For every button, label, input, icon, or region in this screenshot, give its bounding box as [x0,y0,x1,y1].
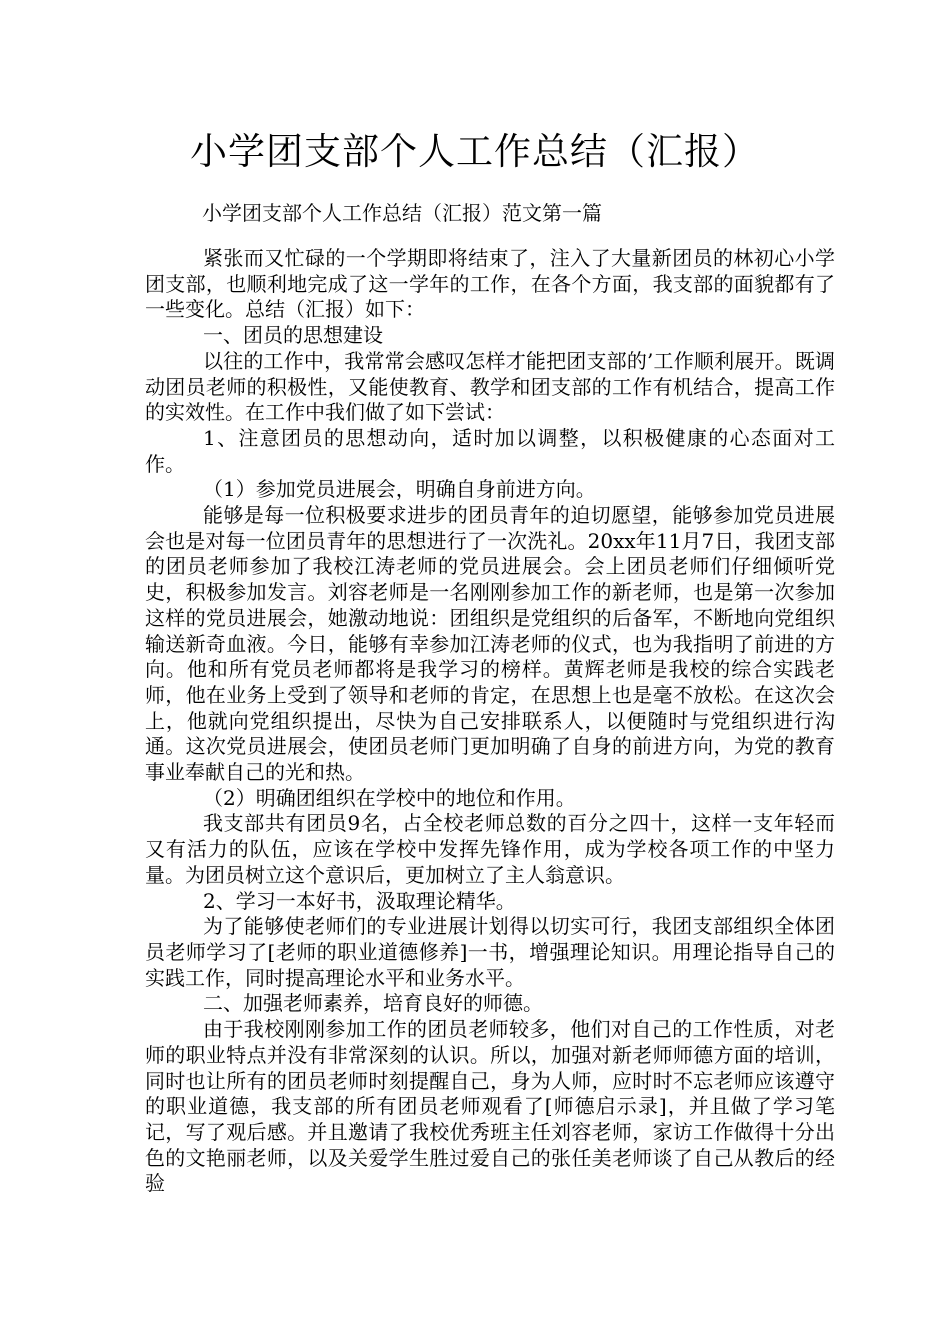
document-subtitle: 小学团支部个人工作总结（汇报）范文第一篇 [202,201,602,225]
paragraph: 以往的工作中，我常常会感叹怎样才能把团支部的’工作顺利展开。既调动团员老师的积极性，又能使教育、教学和团支部的工作有机结合，提高工作的实效性。在工作中我们做了如下尝试： [145,348,835,425]
section-heading-2: 二、加强老师素养，培育良好的师德。 [203,991,543,1016]
document-body [145,246,835,1197]
paragraph: 为了能够使老师们的专业进展计划得以切实可行，我团支部组织全体团员老师学习了[老师的职业道德修养]一书，增强理论知识。用理论指导自己的实践工作，同时提高理论水平和业务水平。 [145,914,835,990]
subsection-heading: 1、注意团员的思想动向，适时加以调整，以积极健康的心态面对工作。 [145,425,835,476]
paragraph: 我支部共有团员9名，占全校老师总数的百分之四十，这样一支年轻而又有活力的队伍，应该在学校中发挥先锋作用，成为学校各项工作的中坚力量。为团员树立这个意识后，更加树立了主人翁意识。 [145,811,835,887]
paragraph-intro: 紧张而又忙碌的一个学期即将结束了，注入了大量新团员的林初心小学团支部，也顺利地完成了这一学年的工作，在各个方面，我支部的面貌都有了一些变化。总结（汇报）如下： [145,246,835,322]
item-heading: （1）参加党员进展会，明确自身前进方向。 [203,477,596,502]
paragraph: 由于我校刚刚参加工作的团员老师较多，他们对自己的工作性质，对老师的职业特点并没有非常深刻的认识。所以，加强对新老师师德方面的培训，同时也让所有的团员老师时刻提醒自己，身为人师，应时时不忘老师应该遵守的职业道德，我支部的所有团员老师观看了[师德启示录]，并且做了学习笔记，写了观后感。并且邀请了我校优秀班主任刘容老师，家访工作做得十分出色的文艳丽老师，以及关爱学生胜过爱自己的张任美老师谈了自己从教后的经验 [145,1017,835,1196]
paragraph: 能够是每一位积极要求进步的团员青年的迫切愿望，能够参加党员进展会也是对每一位团员青年的思想进行了一次洗礼。20xx年11月7日，我团支部的团员老师参加了我校江涛老师的党员进展会。会上团员老师们仔细倾听党史，积极参加发言。刘容老师是一名刚刚参加工作的新老师，也是第一次参加这样的党员进展会，她激动地说：团组织是党组织的后备军，不断地向党组织输送新奇血液。今日，能够有幸参加江涛老师的仪式，也为我指明了前进的方向。他和所有党员老师都将是我学习的榜样。黄辉老师是我校的综合实践老师，他在业务上受到了领导和老师的肯定，在思想上也是毫不放松。在这次会上，他就向党组织提出，尽快为自己安排联系人，以便随时与党组织进行沟通。这次党员进展会，使团员老师门更加明确了自身的前进方向，为党的教育事业奉献自己的光和热。 [145,503,835,785]
subsection-heading: 2、学习一本好书，汲取理论精华。 [203,888,516,913]
item-heading: （2）明确团组织在学校中的地位和作用。 [203,785,576,810]
document-title: 小学团支部个人工作总结（汇报） [190,130,760,173]
section-heading-1: 一、团员的思想建设 [203,323,383,348]
